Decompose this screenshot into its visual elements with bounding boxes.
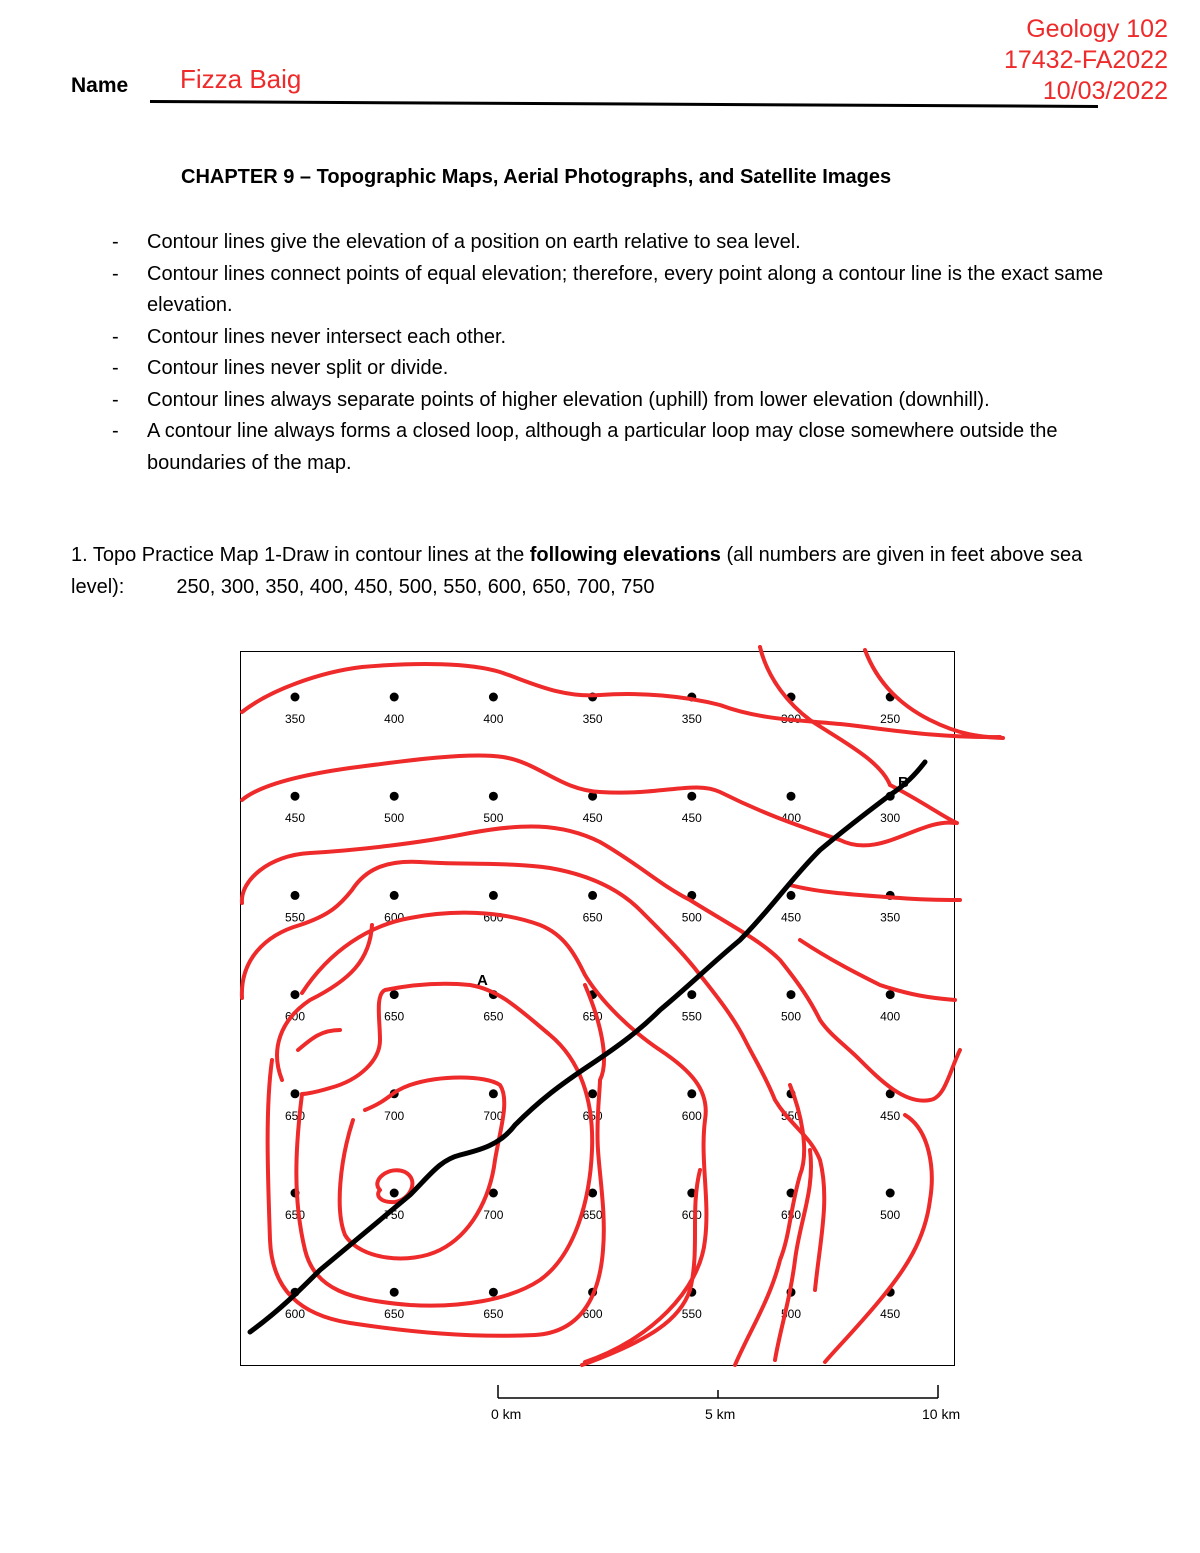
- elevation-label: 300: [780, 712, 802, 726]
- elevation-label: 300: [880, 811, 901, 826]
- elevation-point: [291, 792, 300, 801]
- elevation-point: [489, 1089, 498, 1098]
- elevation-label: 550: [284, 910, 306, 925]
- elevation-label: 600: [681, 1208, 702, 1222]
- elevation-point: [390, 792, 399, 801]
- contour-line: [242, 755, 955, 845]
- point-a-label: A: [477, 972, 488, 989]
- course-section: 17432-FA2022: [1003, 46, 1168, 74]
- elevation-point: [291, 990, 300, 999]
- elevation-point: [489, 891, 498, 900]
- contour-line: [296, 984, 592, 1306]
- elevation-label: 750: [384, 1208, 405, 1222]
- elevation-label: 550: [681, 1307, 702, 1322]
- elevation-point: [390, 1288, 399, 1297]
- elevation-point: [489, 792, 498, 801]
- contour-line: [825, 1115, 932, 1362]
- bullet-dash: -: [112, 420, 119, 442]
- rule-text: Contour lines always separate points of higher elevation (uphill) from lower elevation (downhill).: [147, 388, 990, 411]
- elevation-label: 350: [284, 712, 306, 726]
- bullet-dash: -: [112, 262, 119, 285]
- elevation-point: [489, 1288, 498, 1297]
- scale-label-5: 5 km: [705, 1406, 736, 1422]
- bullet-dash: -: [112, 325, 119, 348]
- bullet-dash: -: [112, 231, 119, 253]
- elevation-point: [390, 990, 399, 999]
- contour-line: [242, 664, 1000, 737]
- elevation-label: 500: [780, 1307, 802, 1322]
- point-b-label: B: [898, 774, 909, 791]
- elevation-point: [687, 1089, 696, 1098]
- rule-text: Contour lines never split or divide.: [147, 357, 449, 379]
- rule-text: Contour lines connect points of equal elevation; therefore, every point along a contour line is the exact same elevation.: [147, 262, 1104, 316]
- contour-line: [298, 1030, 340, 1050]
- elevation-label: 600: [384, 910, 405, 925]
- elevation-label: 450: [880, 1108, 901, 1123]
- bullet-dash: -: [112, 388, 119, 411]
- elevation-label: 600: [483, 910, 504, 925]
- contour-line: [800, 940, 955, 1000]
- contour-lines: [242, 647, 1003, 1365]
- elevation-label: 650: [582, 1208, 603, 1222]
- elevation-label: 450: [880, 1307, 901, 1322]
- elevation-label: 650: [582, 1009, 603, 1024]
- elevation-label: 600: [284, 1009, 306, 1024]
- elevation-point: [390, 891, 399, 900]
- elevation-point: [489, 693, 498, 702]
- elevation-point: [390, 1189, 399, 1198]
- elevation-label: 650: [780, 1208, 802, 1222]
- elevation-point: [390, 693, 399, 702]
- elevation-label: 550: [780, 1108, 802, 1123]
- rule-text: A contour line always forms a closed loop, although a particular loop may close somewhere outside the boundaries of the map.: [147, 420, 1058, 474]
- name-label: Name: [71, 74, 129, 97]
- elevation-point: [687, 792, 696, 801]
- elevation-label: 600: [582, 1307, 603, 1322]
- elevation-label: 400: [880, 1009, 901, 1024]
- elevation-label: 700: [483, 1208, 504, 1222]
- elevation-label: 450: [582, 811, 603, 826]
- elevation-label: 450: [780, 910, 802, 925]
- contour-line: [277, 925, 372, 1080]
- elevation-label: 700: [384, 1108, 405, 1123]
- profile-line-a-b: [250, 762, 925, 1332]
- elevation-point: [787, 792, 796, 801]
- contour-line: [735, 1085, 804, 1365]
- elevation-point: [886, 1189, 895, 1198]
- elevation-point: [291, 891, 300, 900]
- contour-line: [790, 885, 960, 900]
- scale-label-0: 0 km: [491, 1406, 522, 1422]
- elevation-list: 250, 300, 350, 400, 450, 500, 550, 600, 650, 700, 750: [176, 575, 655, 598]
- elevation-label: 450: [681, 811, 702, 826]
- elevation-label: 650: [483, 1009, 504, 1024]
- elevation-point: [687, 990, 696, 999]
- elevation-label: 600: [284, 1307, 306, 1322]
- assignment-date: 10/03/2022: [1042, 77, 1168, 105]
- elevation-label: 500: [880, 1208, 901, 1222]
- elevation-label: 700: [483, 1108, 504, 1123]
- chapter-title: CHAPTER 9 – Topographic Maps, Aerial Photographs, and Satellite Images: [181, 166, 892, 188]
- elevation-label: 650: [284, 1208, 306, 1222]
- scale-label-10: 10 km: [922, 1406, 961, 1422]
- elevation-label: 500: [780, 1009, 802, 1024]
- elevation-point: [291, 693, 300, 702]
- elevation-label: 650: [384, 1307, 405, 1322]
- student-name: Fizza Baig: [180, 64, 302, 94]
- question-prefix: 1. Topo Practice Map 1-Draw in contour lines at the: [71, 544, 530, 566]
- elevation-label: 650: [582, 910, 603, 925]
- elevation-label: 550: [681, 1009, 702, 1024]
- elevation-point: [291, 1089, 300, 1098]
- elevation-label: 600: [681, 1108, 702, 1123]
- rule-text: Contour lines give the elevation of a position on earth relative to sea level.: [147, 231, 801, 253]
- elevation-label: 500: [483, 811, 504, 826]
- elevation-label: 500: [384, 811, 405, 826]
- elevation-label: 650: [284, 1108, 306, 1123]
- elevation-label: 400: [384, 712, 405, 726]
- course-name: Geology 102: [1026, 15, 1168, 43]
- elevation-label: 450: [284, 811, 306, 826]
- elevation-label: 650: [384, 1009, 405, 1024]
- elevation-point: [886, 990, 895, 999]
- elevation-label: 400: [483, 712, 504, 726]
- question-suffix: (all numbers are given in feet above sea level):: [71, 544, 1083, 598]
- elevation-label: 500: [681, 910, 702, 925]
- elevation-label: 350: [582, 712, 603, 726]
- elevation-point: [588, 1089, 597, 1098]
- contour-line: [242, 862, 824, 1290]
- elevation-point: [588, 891, 597, 900]
- bullet-dash: -: [112, 357, 119, 379]
- elevation-label: 350: [681, 712, 702, 726]
- elevation-label: 350: [880, 910, 901, 925]
- question-bold: following elevations: [529, 544, 721, 566]
- elevation-label: 250: [880, 712, 901, 726]
- scale-bar: [498, 1385, 938, 1398]
- elevation-point: [787, 891, 796, 900]
- elevation-point: [787, 990, 796, 999]
- elevation-label: 650: [582, 1108, 603, 1123]
- elevation-label: 650: [483, 1307, 504, 1322]
- rule-text: Contour lines never intersect each other.: [147, 325, 507, 348]
- elevation-label: 400: [780, 811, 802, 826]
- contour-line: [760, 647, 890, 785]
